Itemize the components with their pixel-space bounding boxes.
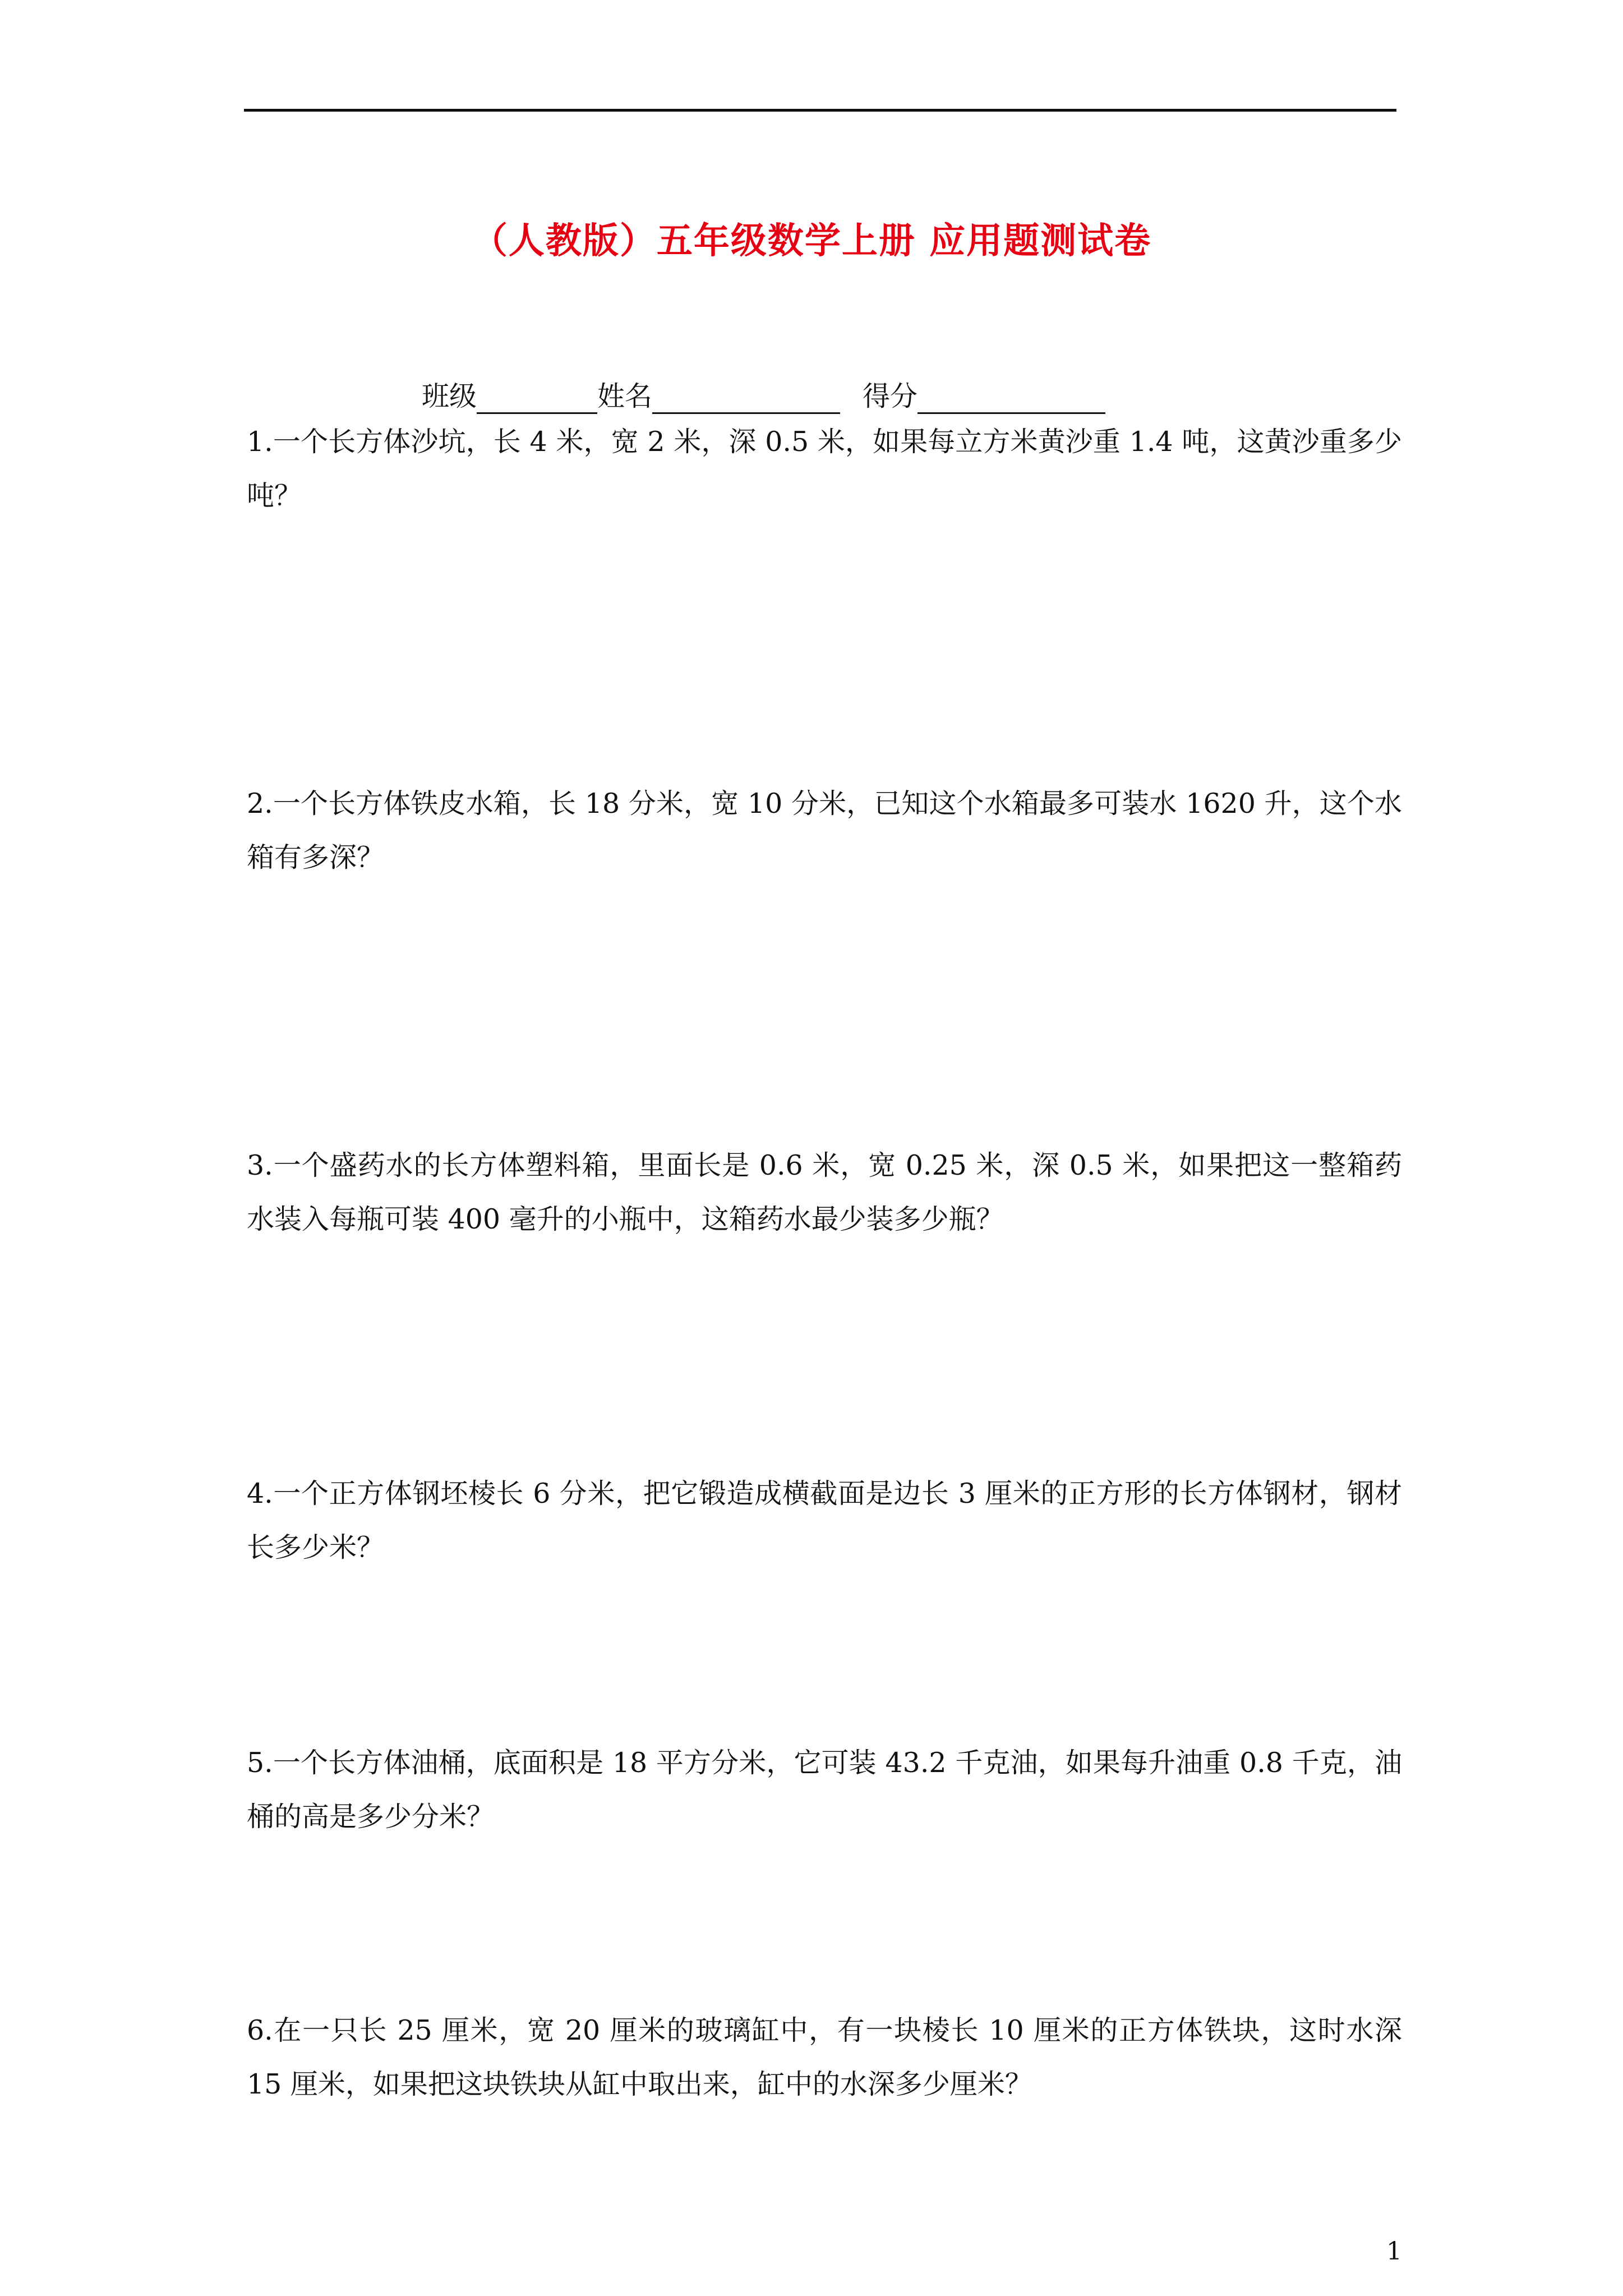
question-number: 1. (247, 426, 273, 458)
question-text: 一个长方体沙坑，长 4 米，宽 2 米，深 0.5 米，如果每立方米黄沙重 1.4 吨，这黄沙重多少吨？ (247, 426, 1402, 512)
header-rule (244, 109, 1396, 112)
question-text: 一个正方体钢坯棱长 6 分米，把它锻造成横截面是边长 3 厘米的正方形的长方体钢材，钢材长多少米？ (247, 1478, 1402, 1563)
score-blank[interactable] (917, 380, 1105, 414)
page-number: 1 (1386, 2237, 1402, 2266)
question-number: 3. (247, 1149, 273, 1181)
question-number: 4. (247, 1478, 273, 1510)
question-3 (247, 1139, 1402, 1246)
question-text: 一个长方体油桶，底面积是 18 平方分米，它可装 43.2 千克油，如果每升油重 0.8 千克，油桶的高是多少分米？ (247, 1747, 1402, 1833)
name-label: 姓名 (597, 380, 653, 412)
question-number: 2. (247, 788, 273, 820)
score-label: 得分 (863, 380, 918, 412)
question-1 (247, 415, 1402, 523)
question-text: 一个盛药水的长方体塑料箱，里面长是 0.6 米，宽 0.25 米，深 0.5 米，如果把这一整箱药水装入每瓶可装 400 毫升的小瓶中，这箱药水最少装多少瓶？ (247, 1149, 1402, 1235)
question-text: 一个长方体铁皮水箱，长 18 分米，宽 10 分米，已知这个水箱最多可装水 1620 升，这个水箱有多深？ (247, 788, 1402, 873)
question-text: 在一只长 25 厘米，宽 20 厘米的玻璃缸中，有一块棱长 10 厘米的正方体铁块，这时水深 15 厘米，如果把这块铁块从缸中取出来，缸中的水深多少厘米？ (247, 2014, 1402, 2100)
class-blank[interactable] (477, 380, 597, 414)
student-info-line (422, 375, 1105, 414)
question-5 (247, 1736, 1402, 1844)
question-2 (247, 777, 1402, 885)
question-4 (247, 1467, 1402, 1575)
question-6 (247, 2004, 1402, 2111)
class-label: 班级 (422, 380, 477, 412)
question-number: 5. (247, 1747, 273, 1779)
question-number: 6. (247, 2014, 273, 2046)
page-title: （人教版）五年级数学上册 应用题测试卷 (471, 220, 1152, 262)
name-blank[interactable] (652, 380, 840, 414)
